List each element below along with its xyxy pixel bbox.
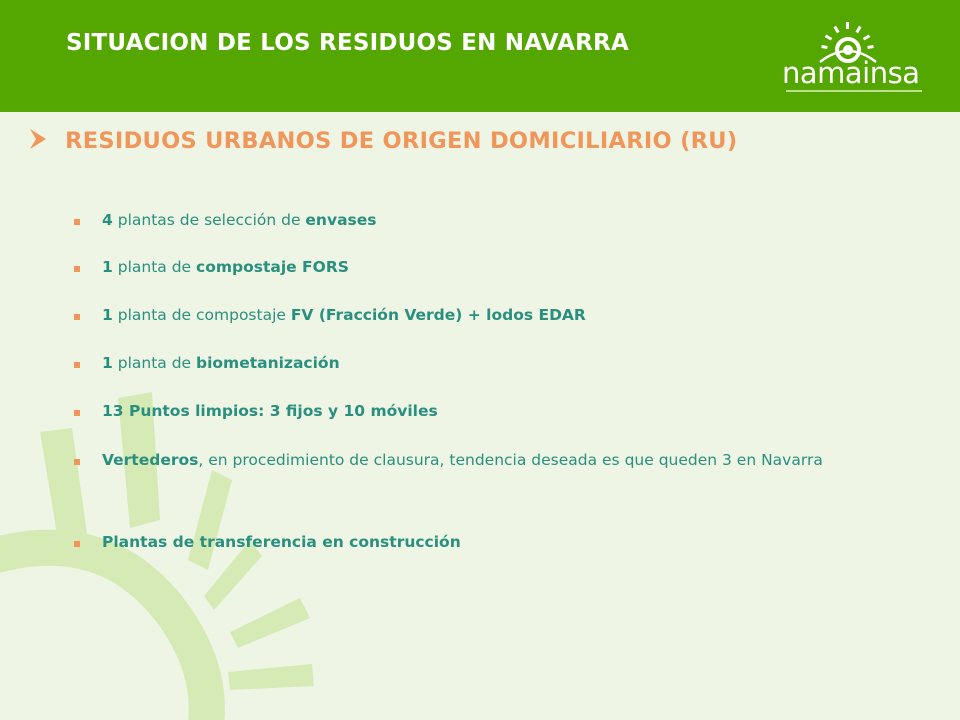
section-heading: RESIDUOS URBANOS DE ORIGEN DOMICILIARIO (RU) [65,128,738,154]
list-item [74,534,889,555]
list-item [74,307,889,328]
page-title: SITUACION DE LOS RESIDUOS EN NAVARRA [66,30,629,56]
square-bullet-icon [74,266,80,272]
bullet-text: Vertederos, en procedimiento de clausura, tendencia deseada es que queden 3 en Navarra [102,451,823,469]
sun-ray [188,470,232,570]
square-bullet-icon [74,314,80,320]
sun-arc [0,548,207,720]
square-bullet-icon [74,459,80,465]
sun-ray [228,664,314,690]
bullet-text: Plantas de transferencia en construcción [102,533,461,551]
bullet-text: 4 plantas de selección de envases [102,211,377,229]
bullet-text: 1 planta de compostaje FV (Fracción Verde) + lodos EDAR [102,306,586,324]
square-bullet-icon [74,410,80,416]
list-item [74,355,889,376]
square-bullet-icon [74,219,80,225]
namainsa-logo [776,20,926,100]
sun-ray [230,598,310,648]
logo-wordmark: namainsa [782,56,920,90]
list-item [74,212,889,233]
bullet-text: 1 planta de biometanización [102,354,340,372]
arrow-bullet-icon [28,127,48,151]
list-item [74,259,889,280]
list-item [74,403,889,424]
header-bar [0,0,960,112]
section-heading-row [28,127,737,154]
square-bullet-icon [74,362,80,368]
bullet-text: 1 planta de compostaje FORS [102,258,349,276]
logo-underline [786,90,922,92]
bullet-text: 13 Puntos limpios: 3 fijos y 10 móviles [102,402,438,420]
square-bullet-icon [74,541,80,547]
list-item [74,452,889,476]
